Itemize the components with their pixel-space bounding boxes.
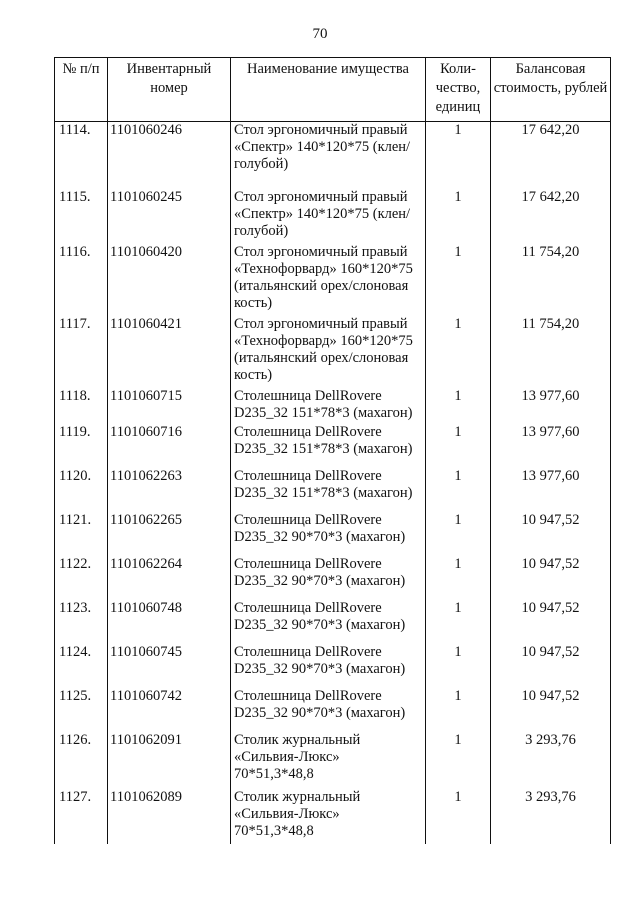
table-row bbox=[55, 244, 611, 316]
row-inventory-number: 1101060421 bbox=[108, 316, 231, 388]
row-balance-cost: 10 947,52 bbox=[491, 688, 611, 732]
inventory-table bbox=[54, 57, 611, 844]
header-inventory-number: Инвентарный номер bbox=[108, 58, 231, 122]
row-balance-cost: 17 642,20 bbox=[491, 189, 611, 244]
row-balance-cost: 10 947,52 bbox=[491, 600, 611, 644]
row-inventory-number: 1101060745 bbox=[108, 644, 231, 688]
row-balance-cost: 13 977,60 bbox=[491, 424, 611, 468]
row-balance-cost: 11 754,20 bbox=[491, 316, 611, 388]
row-quantity: 1 bbox=[426, 512, 491, 556]
row-balance-cost: 11 754,20 bbox=[491, 244, 611, 316]
table-row bbox=[55, 316, 611, 388]
row-balance-cost: 13 977,60 bbox=[491, 468, 611, 512]
row-item-name: Стол эргономичный правый «Технофорвард» 160*120*75 (итальянский орех/слоновая кость) bbox=[231, 316, 426, 388]
row-item-name: Столешница DellRovere D235_32 151*78*3 (махагон) bbox=[231, 424, 426, 468]
row-balance-cost: 10 947,52 bbox=[491, 556, 611, 600]
table-row bbox=[55, 512, 611, 556]
row-item-name: Стол эргономичный правый «Технофорвард» 160*120*75 (итальянский орех/слоновая кость) bbox=[231, 244, 426, 316]
row-inventory-number: 1101062263 bbox=[108, 468, 231, 512]
row-item-name: Столешница DellRovere D235_32 90*70*3 (махагон) bbox=[231, 512, 426, 556]
table-row bbox=[55, 468, 611, 512]
row-item-name: Столешница DellRovere D235_32 151*78*3 (махагон) bbox=[231, 388, 426, 424]
header-num: № п/п bbox=[55, 58, 108, 122]
row-item-name: Стол эргономичный правый «Спектр» 140*120*75 (клен/голубой) bbox=[231, 189, 426, 244]
header-balance-cost: Балансовая стоимость, рублей bbox=[491, 58, 611, 122]
row-quantity: 1 bbox=[426, 388, 491, 424]
row-quantity: 1 bbox=[426, 122, 491, 190]
row-balance-cost: 10 947,52 bbox=[491, 644, 611, 688]
row-number: 1125. bbox=[55, 688, 108, 732]
table-row bbox=[55, 189, 611, 244]
row-number: 1124. bbox=[55, 644, 108, 688]
row-number: 1122. bbox=[55, 556, 108, 600]
row-item-name: Столешница DellRovere D235_32 90*70*3 (махагон) bbox=[231, 644, 426, 688]
table-row bbox=[55, 388, 611, 424]
table-row bbox=[55, 424, 611, 468]
table-row bbox=[55, 644, 611, 688]
row-number: 1117. bbox=[55, 316, 108, 388]
row-quantity: 1 bbox=[426, 688, 491, 732]
row-number: 1120. bbox=[55, 468, 108, 512]
row-balance-cost: 3 293,76 bbox=[491, 732, 611, 789]
row-quantity: 1 bbox=[426, 556, 491, 600]
row-number: 1121. bbox=[55, 512, 108, 556]
row-number: 1115. bbox=[55, 189, 108, 244]
table-header bbox=[55, 58, 611, 122]
row-inventory-number: 1101060246 bbox=[108, 122, 231, 190]
row-inventory-number: 1101060748 bbox=[108, 600, 231, 644]
row-item-name: Столик журнальный «Сильвия-Люкс» 70*51,3*48,8 bbox=[231, 789, 426, 844]
table-row bbox=[55, 789, 611, 844]
row-inventory-number: 1101060715 bbox=[108, 388, 231, 424]
row-quantity: 1 bbox=[426, 789, 491, 844]
row-number: 1126. bbox=[55, 732, 108, 789]
row-balance-cost: 17 642,20 bbox=[491, 122, 611, 190]
row-inventory-number: 1101062265 bbox=[108, 512, 231, 556]
row-balance-cost: 3 293,76 bbox=[491, 789, 611, 844]
table-row bbox=[55, 600, 611, 644]
row-item-name: Столешница DellRovere D235_32 151*78*3 (махагон) bbox=[231, 468, 426, 512]
row-item-name: Столик журнальный «Сильвия-Люкс» 70*51,3*48,8 bbox=[231, 732, 426, 789]
row-inventory-number: 1101062089 bbox=[108, 789, 231, 844]
row-quantity: 1 bbox=[426, 468, 491, 512]
row-quantity: 1 bbox=[426, 424, 491, 468]
table-body bbox=[55, 122, 611, 845]
row-item-name: Столешница DellRovere D235_32 90*70*3 (махагон) bbox=[231, 688, 426, 732]
row-inventory-number: 1101062264 bbox=[108, 556, 231, 600]
row-inventory-number: 1101060716 bbox=[108, 424, 231, 468]
table-row bbox=[55, 688, 611, 732]
row-number: 1114. bbox=[55, 122, 108, 190]
header-quantity: Коли-чество, единиц bbox=[426, 58, 491, 122]
row-inventory-number: 1101060245 bbox=[108, 189, 231, 244]
row-quantity: 1 bbox=[426, 189, 491, 244]
row-quantity: 1 bbox=[426, 244, 491, 316]
page-number: 70 bbox=[312, 26, 328, 42]
row-item-name: Стол эргономичный правый «Спектр» 140*120*75 (клен/голубой) bbox=[231, 122, 426, 190]
table-row bbox=[55, 556, 611, 600]
table-row bbox=[55, 122, 611, 190]
row-number: 1123. bbox=[55, 600, 108, 644]
table-row bbox=[55, 732, 611, 789]
row-balance-cost: 10 947,52 bbox=[491, 512, 611, 556]
row-number: 1118. bbox=[55, 388, 108, 424]
row-number: 1119. bbox=[55, 424, 108, 468]
row-number: 1116. bbox=[55, 244, 108, 316]
row-quantity: 1 bbox=[426, 600, 491, 644]
row-quantity: 1 bbox=[426, 316, 491, 388]
row-quantity: 1 bbox=[426, 732, 491, 789]
row-number: 1127. bbox=[55, 789, 108, 844]
row-item-name: Столешница DellRovere D235_32 90*70*3 (махагон) bbox=[231, 600, 426, 644]
row-inventory-number: 1101060742 bbox=[108, 688, 231, 732]
row-quantity: 1 bbox=[426, 644, 491, 688]
header-item-name: Наименование имущества bbox=[231, 58, 426, 122]
row-inventory-number: 1101060420 bbox=[108, 244, 231, 316]
row-inventory-number: 1101062091 bbox=[108, 732, 231, 789]
row-balance-cost: 13 977,60 bbox=[491, 388, 611, 424]
row-item-name: Столешница DellRovere D235_32 90*70*3 (махагон) bbox=[231, 556, 426, 600]
